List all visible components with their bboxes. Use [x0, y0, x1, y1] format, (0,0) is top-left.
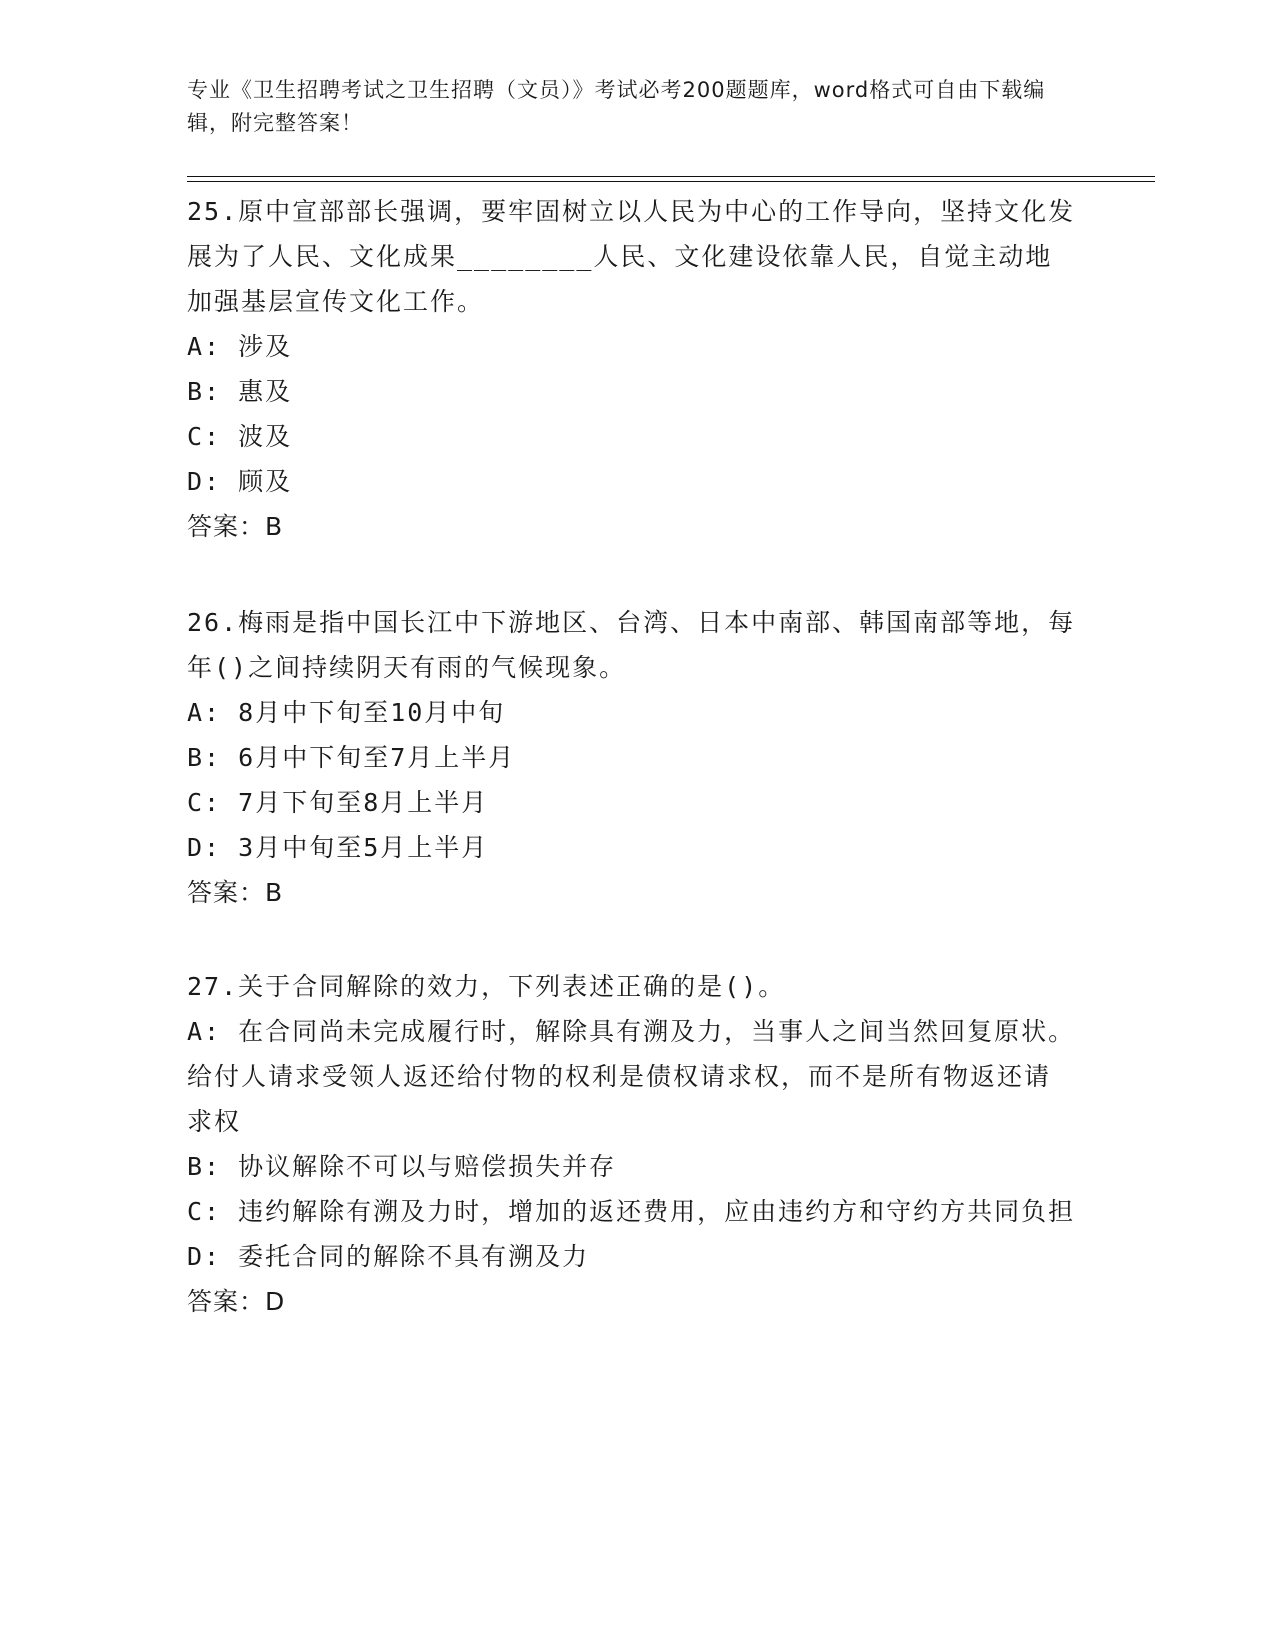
question-27	[187, 964, 1077, 1324]
question-stem: 25.原中宣部部长强调，要牢固树立以人民为中心的工作导向，坚持文化发展为了人民、文化成果________人民、文化建设依靠人民，自觉主动地加强基层宣传文化工作。	[187, 197, 1076, 316]
option-a: A: 在合同尚未完成履行时，解除具有溯及力，当事人之间当然回复原状。给付人请求受领人返还给付物的权利是债权请求权，而不是所有物返还请求权	[187, 1017, 1076, 1136]
document-header: 专业《卫生招聘考试之卫生招聘（文员）》考试必考200题题库，word格式可自由下载编辑，附完整答案！	[187, 78, 1046, 135]
option-c: C: 7月下旬至8月上半月	[187, 788, 489, 817]
answer: 答案：B	[187, 512, 284, 541]
option-d: D: 顾及	[187, 467, 293, 496]
option-a: A: 8月中下旬至10月中旬	[187, 698, 506, 727]
question-stem: 26.梅雨是指中国长江中下游地区、台湾、日本中南部、韩国南部等地，每年()之间持续阴天有雨的气候现象。	[187, 608, 1076, 682]
option-b: B: 惠及	[187, 377, 293, 406]
option-b: B: 6月中下旬至7月上半月	[187, 743, 516, 772]
option-c: C: 波及	[187, 422, 293, 451]
option-a: A: 涉及	[187, 332, 293, 361]
header-divider-top	[187, 176, 1155, 177]
question-stem: 27.关于合同解除的效力，下列表述正确的是()。	[187, 972, 786, 1001]
option-c: C: 违约解除有溯及力时，增加的返还费用，应由违约方和守约方共同负担	[187, 1197, 1076, 1226]
header-divider-bottom	[187, 181, 1155, 182]
answer: 答案：D	[187, 1287, 286, 1316]
question-25	[187, 189, 1077, 549]
option-d: D: 委托合同的解除不具有溯及力	[187, 1242, 590, 1271]
option-d: D: 3月中旬至5月上半月	[187, 833, 489, 862]
option-b: B: 协议解除不可以与赔偿损失并存	[187, 1152, 617, 1181]
answer: 答案：B	[187, 878, 284, 907]
question-26	[187, 600, 1077, 915]
